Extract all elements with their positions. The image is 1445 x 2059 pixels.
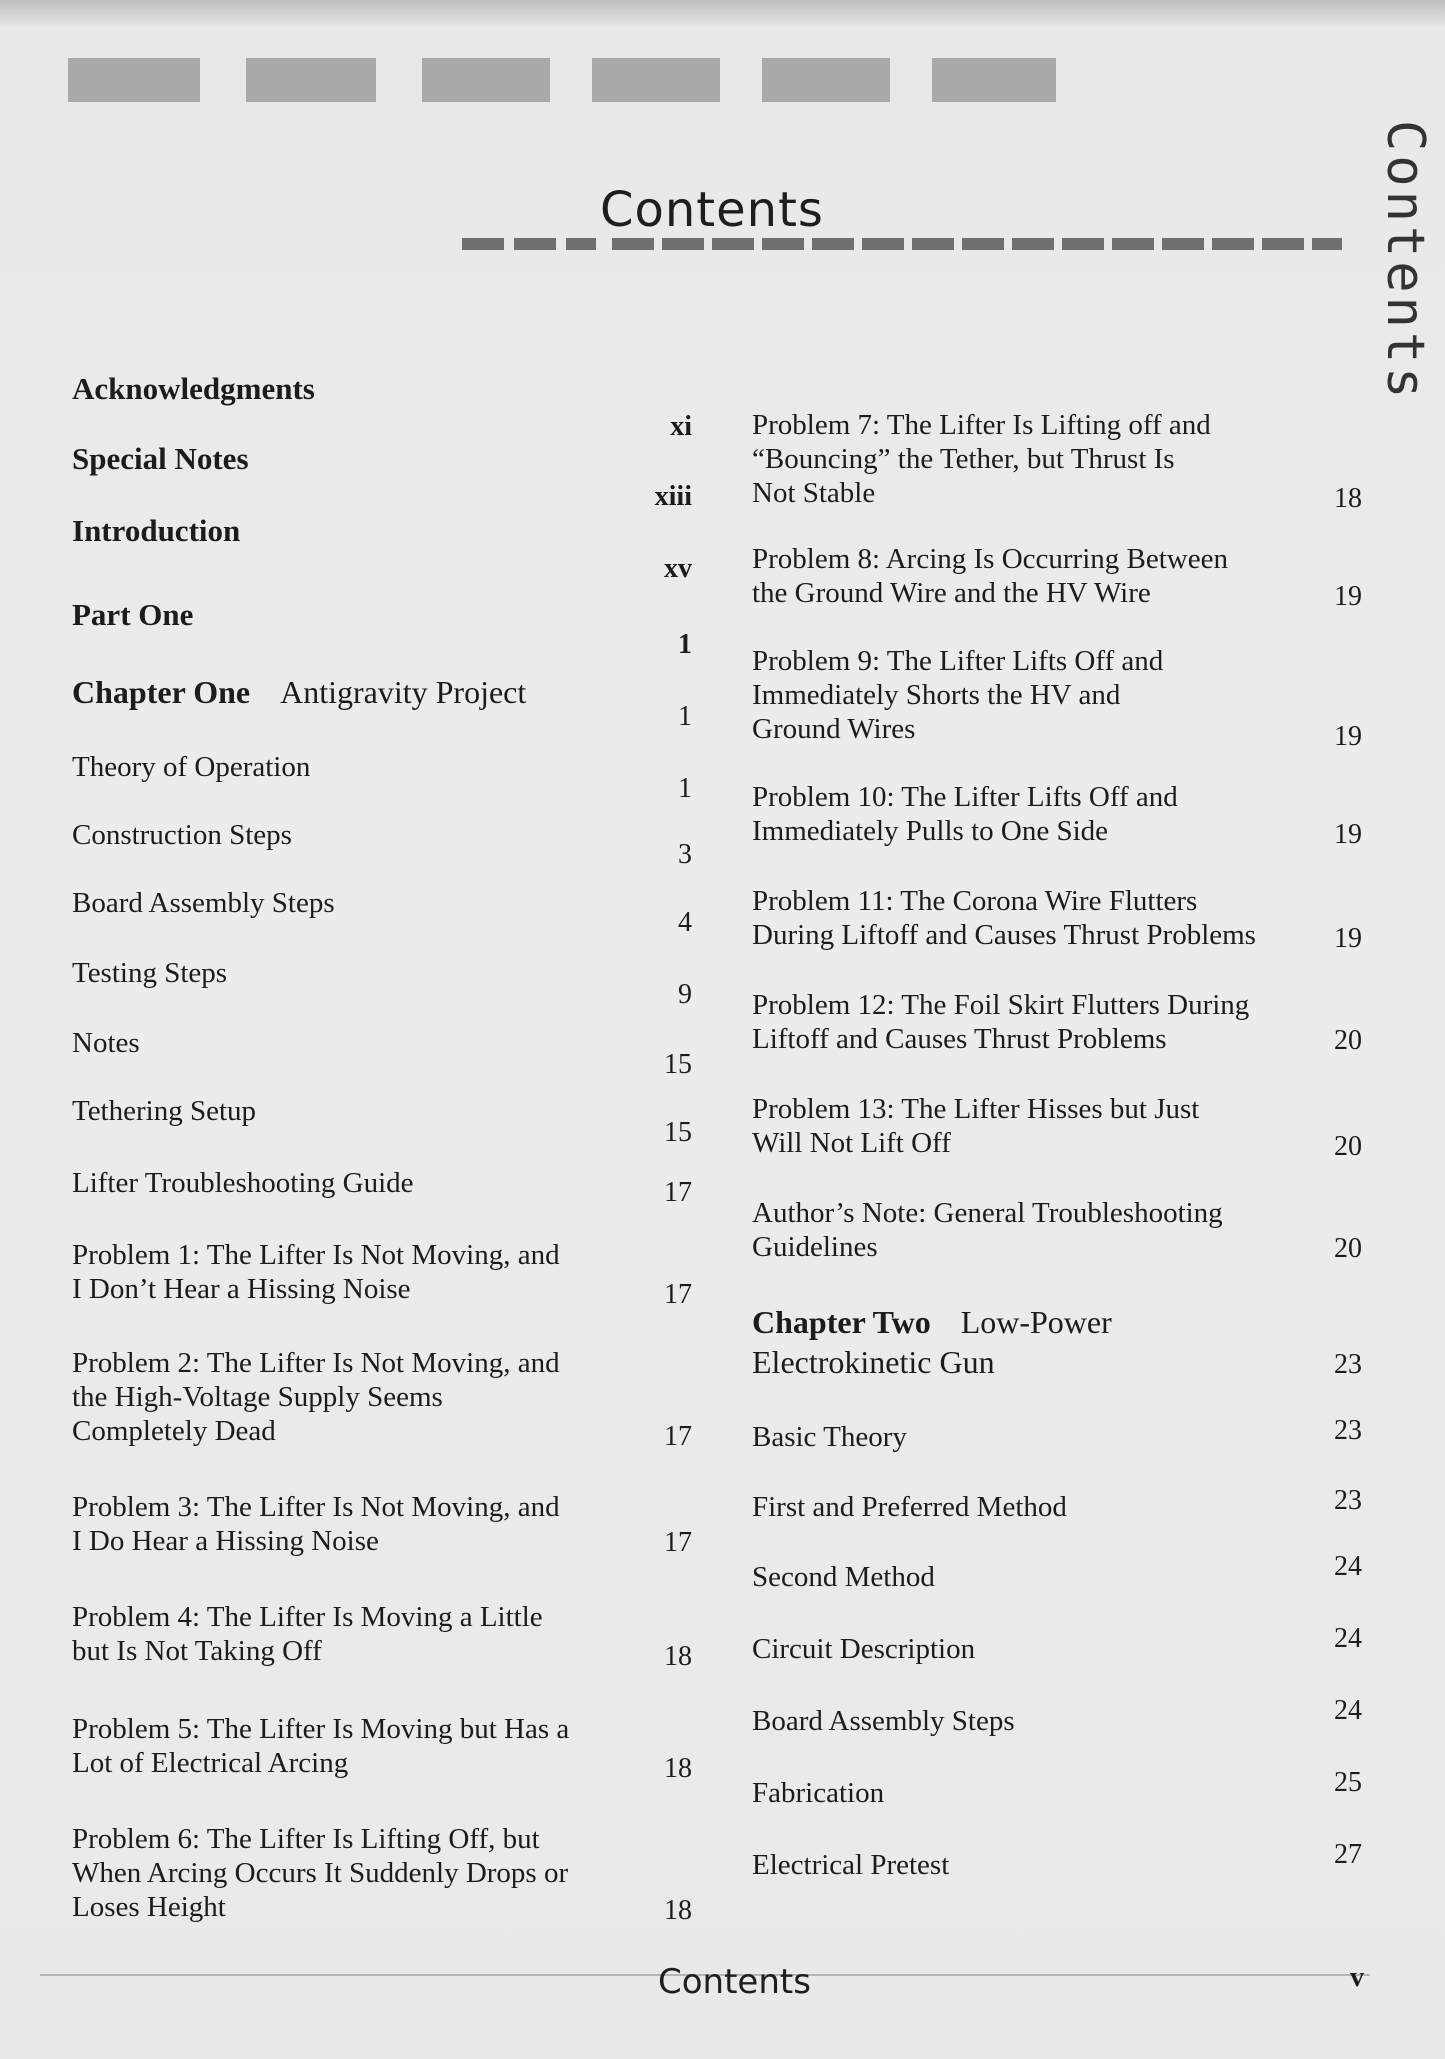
toc-entry-text: Problem 6: The Lifter Is Lifting Off, but When Arcing Occurs It Suddenly Drops or Loses Height <box>72 1823 569 1923</box>
toc-entry-text: Theory of Operation <box>72 751 311 783</box>
toc-entry-page: xv <box>664 553 692 584</box>
toc-entry-page: 20 <box>1334 1233 1362 1264</box>
chapter-label: Chapter One <box>72 674 251 710</box>
toc-entry-title <box>72 372 315 406</box>
toc-entry <box>752 1415 1362 1456</box>
toc-entry-title <box>752 1092 1199 1160</box>
toc-entry-page: 1 <box>678 773 692 804</box>
toc-entry-page: 15 <box>664 1117 692 1148</box>
toc-entry-title <box>72 1238 560 1306</box>
title-dash-rule <box>462 238 1342 252</box>
toc-entry-page: 23 <box>1334 1415 1362 1446</box>
toc-entry-text: Problem 13: The Lifter Hisses but Just Will Not Lift Off <box>752 1093 1200 1159</box>
toc-entry <box>752 988 1362 1058</box>
toc-entry-title <box>752 988 1249 1056</box>
toc-entry <box>72 956 692 1010</box>
toc-entry-title <box>72 1712 569 1780</box>
toc-entry-text: Problem 11: The Corona Wire Flutters During Liftoff and Causes Thrust Problems <box>752 885 1256 951</box>
toc-entry-page: 27 <box>1334 1839 1362 1870</box>
toc-entry <box>752 1551 1362 1596</box>
toc-entry-page: 25 <box>1334 1767 1362 1798</box>
toc-entry <box>752 1092 1362 1162</box>
toc-entry-page: 15 <box>664 1049 692 1080</box>
toc-entry-title <box>752 884 1256 952</box>
side-tab-label: Contents <box>1375 120 1435 403</box>
toc-entry <box>752 1695 1362 1740</box>
toc-entry-text: Problem 1: The Lifter Is Not Moving, and I Don’t Hear a Hissing Noise <box>72 1239 560 1305</box>
toc-entry-title <box>72 956 227 990</box>
toc-entry-title <box>72 1166 414 1200</box>
toc-entry <box>72 886 692 938</box>
toc-entry-text: Problem 8: Arcing Is Occurring Between the Ground Wire and the HV Wire <box>752 543 1228 609</box>
toc-entry-title <box>72 1600 543 1668</box>
toc-entry-page: 23 <box>1334 1349 1362 1380</box>
toc-entry-page: xiii <box>654 481 692 512</box>
toc-entry-page: 17 <box>664 1421 692 1452</box>
toc-entry-page: 19 <box>1334 581 1362 612</box>
toc-entry-text: Problem 2: The Lifter Is Not Moving, and the High-Voltage Supply Seems Completely Dead <box>72 1347 560 1447</box>
toc-entry-page: 17 <box>664 1279 692 1310</box>
toc-entry-text: Acknowledgments <box>72 371 315 406</box>
toc-entry-text: Second Method <box>752 1561 935 1593</box>
toc-entry <box>752 1302 1362 1382</box>
toc-entry <box>72 750 692 804</box>
toc-entry-text: Special Notes <box>72 441 249 476</box>
toc-entry <box>752 408 1362 512</box>
toc-entry-page: 18 <box>664 1753 692 1784</box>
chapter-label: Chapter Two <box>752 1304 931 1340</box>
toc-entry-text: Author’s Note: General Troubleshooting Guidelines <box>752 1197 1223 1263</box>
toc-entry <box>752 1767 1362 1812</box>
toc-entry-page: 20 <box>1334 1131 1362 1162</box>
footer-title: Contents <box>658 1962 811 2002</box>
toc-entry-title <box>752 1560 935 1594</box>
toc-entry-title <box>72 672 526 712</box>
toc-entry-text: Problem 4: The Lifter Is Moving a Little but Is Not Taking Off <box>72 1601 543 1667</box>
toc-entry <box>72 1822 692 1926</box>
toc-entry <box>752 1839 1362 1884</box>
toc-entry-text: Basic Theory <box>752 1421 907 1453</box>
toc-entry-text: First and Preferred Method <box>752 1491 1067 1523</box>
toc-entry-title <box>72 1822 568 1924</box>
toc-entry-text: Board Assembly Steps <box>752 1705 1015 1737</box>
toc-entry <box>752 644 1362 752</box>
toc-entry-title <box>752 1420 907 1454</box>
toc-entry-page: 9 <box>678 979 692 1010</box>
page-top-shadow <box>0 0 1445 26</box>
toc-entry <box>72 441 692 512</box>
toc-entry-text: Low-Power Electrokinetic Gun <box>752 1304 1112 1380</box>
toc-entry-text: Construction Steps <box>72 819 292 851</box>
toc-entry-title <box>752 1632 975 1666</box>
toc-entry-title <box>72 1490 560 1558</box>
toc-entry <box>752 884 1362 954</box>
toc-entry-title <box>72 886 335 920</box>
toc-entry-title <box>752 542 1228 610</box>
toc-entry-text: Circuit Description <box>752 1633 976 1665</box>
toc-entry-title <box>752 408 1211 510</box>
toc-entry-page: xi <box>670 411 692 442</box>
toc-entry-text: Antigravity Project <box>280 674 527 710</box>
toc-entry <box>72 1238 692 1308</box>
toc-entry-text: Notes <box>72 1027 140 1059</box>
toc-entry-title <box>72 1094 256 1128</box>
toc-entry-page: 19 <box>1334 923 1362 954</box>
toc-entry-title <box>752 1302 1112 1382</box>
toc-entry-title <box>752 1196 1223 1264</box>
toc-entry-title <box>72 818 292 852</box>
toc-entry-title <box>752 1490 1067 1524</box>
toc-entry-page: 24 <box>1334 1695 1362 1726</box>
toc-entry-page: 24 <box>1334 1623 1362 1654</box>
toc-entry-page: 18 <box>664 1895 692 1926</box>
toc-entry-page: 3 <box>678 839 692 870</box>
toc-entry-text: Problem 7: The Lifter Is Lifting off and “Bouncing” the Tether, but Thrust Is Not Stable <box>752 409 1211 509</box>
toc-entry <box>72 1712 692 1782</box>
toc-entry <box>72 1490 692 1560</box>
toc-entry <box>72 1346 692 1450</box>
toc-entry <box>752 1196 1362 1266</box>
toc-entry <box>752 780 1362 850</box>
toc-entry <box>752 1485 1362 1526</box>
toc-entry-text: Problem 5: The Lifter Is Moving but Has a Lot of Electrical Arcing <box>72 1713 570 1779</box>
toc-entry-text: Electrical Pretest <box>752 1849 950 1881</box>
toc-entry <box>72 1166 692 1208</box>
toc-entry-page: 1 <box>678 701 692 732</box>
toc-entry-text: Problem 10: The Lifter Lifts Off and Immediately Pulls to One Side <box>752 781 1178 847</box>
toc-entry-text: Problem 12: The Foil Skirt Flutters During Liftoff and Causes Thrust Problems <box>752 989 1250 1055</box>
toc-entry-title <box>72 1346 560 1448</box>
toc-entry <box>72 597 692 660</box>
toc-entry-title <box>752 1776 884 1810</box>
toc-entry-title <box>72 442 249 476</box>
toc-entry-title <box>752 644 1163 746</box>
toc-entry-text: Lifter Troubleshooting Guide <box>72 1167 414 1199</box>
toc-entry <box>72 513 692 584</box>
toc-entry-text: Testing Steps <box>72 957 228 989</box>
page-number: v <box>1350 1962 1364 1993</box>
toc-entry-page: 20 <box>1334 1025 1362 1056</box>
toc-entry-title <box>752 780 1178 848</box>
toc-entry <box>72 818 692 870</box>
toc-entry-page: 19 <box>1334 721 1362 752</box>
toc-entry <box>752 542 1362 612</box>
toc-entry-text: Problem 9: The Lifter Lifts Off and Immediately Shorts the HV and Ground Wires <box>752 645 1164 745</box>
toc-entry-title <box>72 598 193 632</box>
toc-entry-text: Problem 3: The Lifter Is Not Moving, and I Do Hear a Hissing Noise <box>72 1491 560 1557</box>
toc-entry-page: 24 <box>1334 1551 1362 1582</box>
toc-entry-title <box>752 1704 1015 1738</box>
toc-entry-page: 17 <box>664 1527 692 1558</box>
toc-entry-page: 18 <box>664 1641 692 1672</box>
toc-entry-page: 17 <box>664 1177 692 1208</box>
page-title: Contents <box>600 182 824 238</box>
toc-entry-title <box>72 750 310 784</box>
toc-entry <box>72 371 692 442</box>
toc-entry-page: 4 <box>678 907 692 938</box>
toc-entry <box>72 1026 692 1080</box>
toc-entry-page: 1 <box>678 629 692 660</box>
toc-entry-page: 19 <box>1334 819 1362 850</box>
toc-entry-text: Board Assembly Steps <box>72 887 335 919</box>
toc-entry <box>72 672 692 732</box>
toc-entry-text: Introduction <box>72 513 241 548</box>
toc-entry-text: Tethering Setup <box>72 1095 257 1127</box>
toc-entry-text: Fabrication <box>752 1777 885 1809</box>
toc-entry <box>72 1094 692 1148</box>
toc-entry-page: 23 <box>1334 1485 1362 1516</box>
toc-entry-title <box>72 1026 140 1060</box>
toc-entry <box>72 1600 692 1670</box>
toc-entry <box>752 1623 1362 1668</box>
toc-entry-text: Part One <box>72 597 194 632</box>
toc-entry-title <box>752 1848 949 1882</box>
toc-entry-page: 18 <box>1334 483 1362 514</box>
toc-entry-title <box>72 514 240 548</box>
